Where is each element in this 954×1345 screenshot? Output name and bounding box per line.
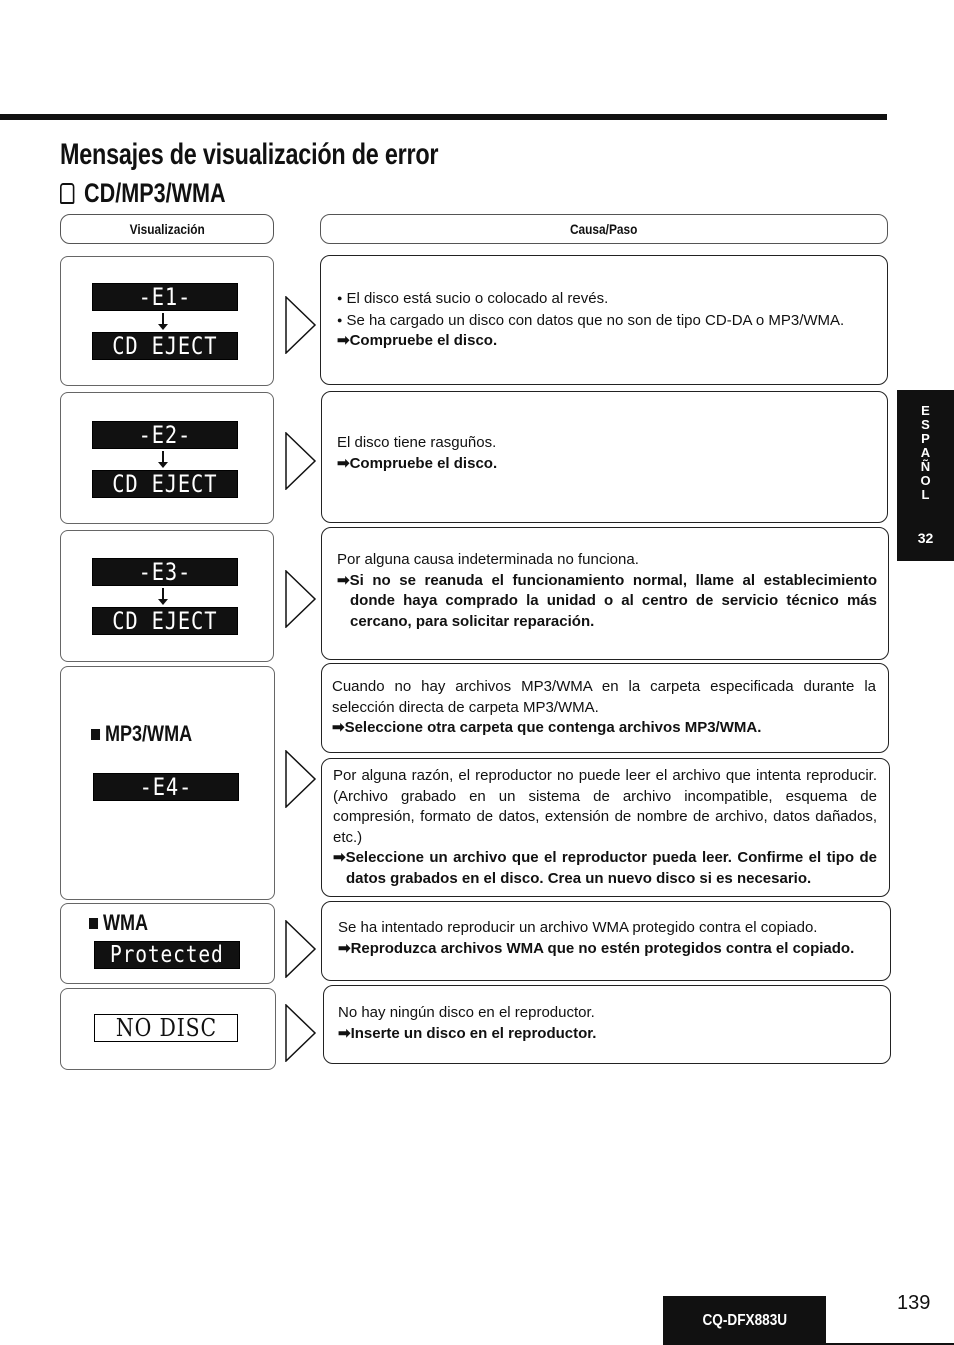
column-header-display: Visualización (60, 214, 274, 244)
page-title: Mensajes de visualización de error (60, 138, 439, 171)
arrow-right-icon: ➡ (337, 571, 350, 589)
arrow-right-icon: ➡ (337, 454, 350, 472)
down-arrow-icon (162, 313, 164, 325)
wma-label: WMA (89, 910, 148, 936)
mp3-wma-label: MP3/WMA (91, 721, 192, 747)
right-triangle-icon (285, 1004, 317, 1062)
right-triangle-icon (285, 296, 317, 354)
lcd-protected: Protected (94, 941, 240, 969)
cause-text-e2: El disco tiene rasguños. ➡Compruebe el disco. (337, 434, 498, 472)
lcd-e1: -E1- (92, 283, 238, 311)
down-arrow-icon (162, 451, 164, 463)
section-page-number: 32 (917, 530, 934, 546)
arrow-right-icon: ➡ (332, 719, 345, 736)
top-rule (0, 114, 887, 120)
square-bullet-icon (89, 918, 98, 929)
cause-text-e4-file: Por alguna razón, el reproductor no puede leer el archivo que intenta reproducir. (Archivo grabado en un sistema de archivo incompatible, esquema de compresión, formato de datos, extensión de nombre de archivo, datos dañados, etc.) ➡Seleccione un archivo que el reproductor pueda leer. Confirme el tipo de datos grabados en el disco. Crea un nuevo disco si es necesario. (333, 767, 877, 887)
arrow-right-icon: ➡ (338, 939, 351, 957)
right-triangle-icon (285, 750, 317, 808)
section-title-text: CD/MP3/WMA (84, 178, 226, 208)
cause-text-e1: ● El disco está sucio o colocado al revés. ● Se ha cargado un disco con datos que no son de tipo CD-DA o MP3/WMA. ➡Compruebe el disco. (337, 290, 845, 349)
language-letters: E S P A Ñ O L (920, 403, 931, 502)
lcd-no-disc: NO DISC (94, 1014, 238, 1042)
cause-text-e4-folder: Cuando no hay archivos MP3/WMA en la carpeta especificada durante la selección directa de carpeta MP3/WMA. ➡Seleccione otra carpeta que contenga archivos MP3/WMA. (332, 678, 876, 736)
lcd-cd-eject-3: CD EJECT (92, 607, 238, 635)
language-side-tab (897, 390, 954, 561)
cause-text-no-disc: No hay ningún disco en el reproductor. ➡Inserte un disco en el reproductor. (338, 1004, 597, 1042)
lcd-e3: -E3- (92, 558, 238, 586)
model-number: CQ-DFX883U (663, 1296, 826, 1345)
right-triangle-icon (285, 432, 317, 490)
right-triangle-icon (285, 570, 317, 628)
lcd-e4: -E4- (93, 773, 239, 801)
right-triangle-icon (285, 920, 317, 978)
lcd-e2: -E2- (92, 421, 238, 449)
display-box-e2 (60, 392, 274, 524)
section-title (60, 178, 226, 209)
cause-text-protected: Se ha intentado reproducir un archivo WMA protegido contra el copiado. ➡Reproduzca archivos WMA que no estén protegidos contra el copiado. (338, 919, 855, 957)
square-bullet-icon (91, 729, 100, 740)
arrow-right-icon: ➡ (333, 849, 346, 866)
page-number: 139 (897, 1292, 931, 1314)
section-box-icon (60, 183, 74, 204)
lcd-cd-eject-1: CD EJECT (92, 332, 238, 360)
bullet-icon: ● (337, 293, 343, 303)
display-box-e3 (60, 530, 274, 662)
display-box-e1 (60, 256, 274, 386)
lcd-cd-eject-2: CD EJECT (92, 470, 238, 498)
down-arrow-icon (162, 588, 164, 600)
bullet-icon: ● (337, 314, 343, 325)
arrow-right-icon: ➡ (338, 1024, 351, 1042)
column-header-cause: Causa/Paso (320, 214, 888, 244)
arrow-right-icon: ➡ (337, 332, 350, 349)
cause-text-e3: Por alguna causa indeterminada no funciona. ➡Si no se reanuda el funcionamiento normal, llame al establecimiento donde haya comprado la unidad o al centro de servicio técnico más cercano, para solicitar reparación. (337, 551, 877, 630)
